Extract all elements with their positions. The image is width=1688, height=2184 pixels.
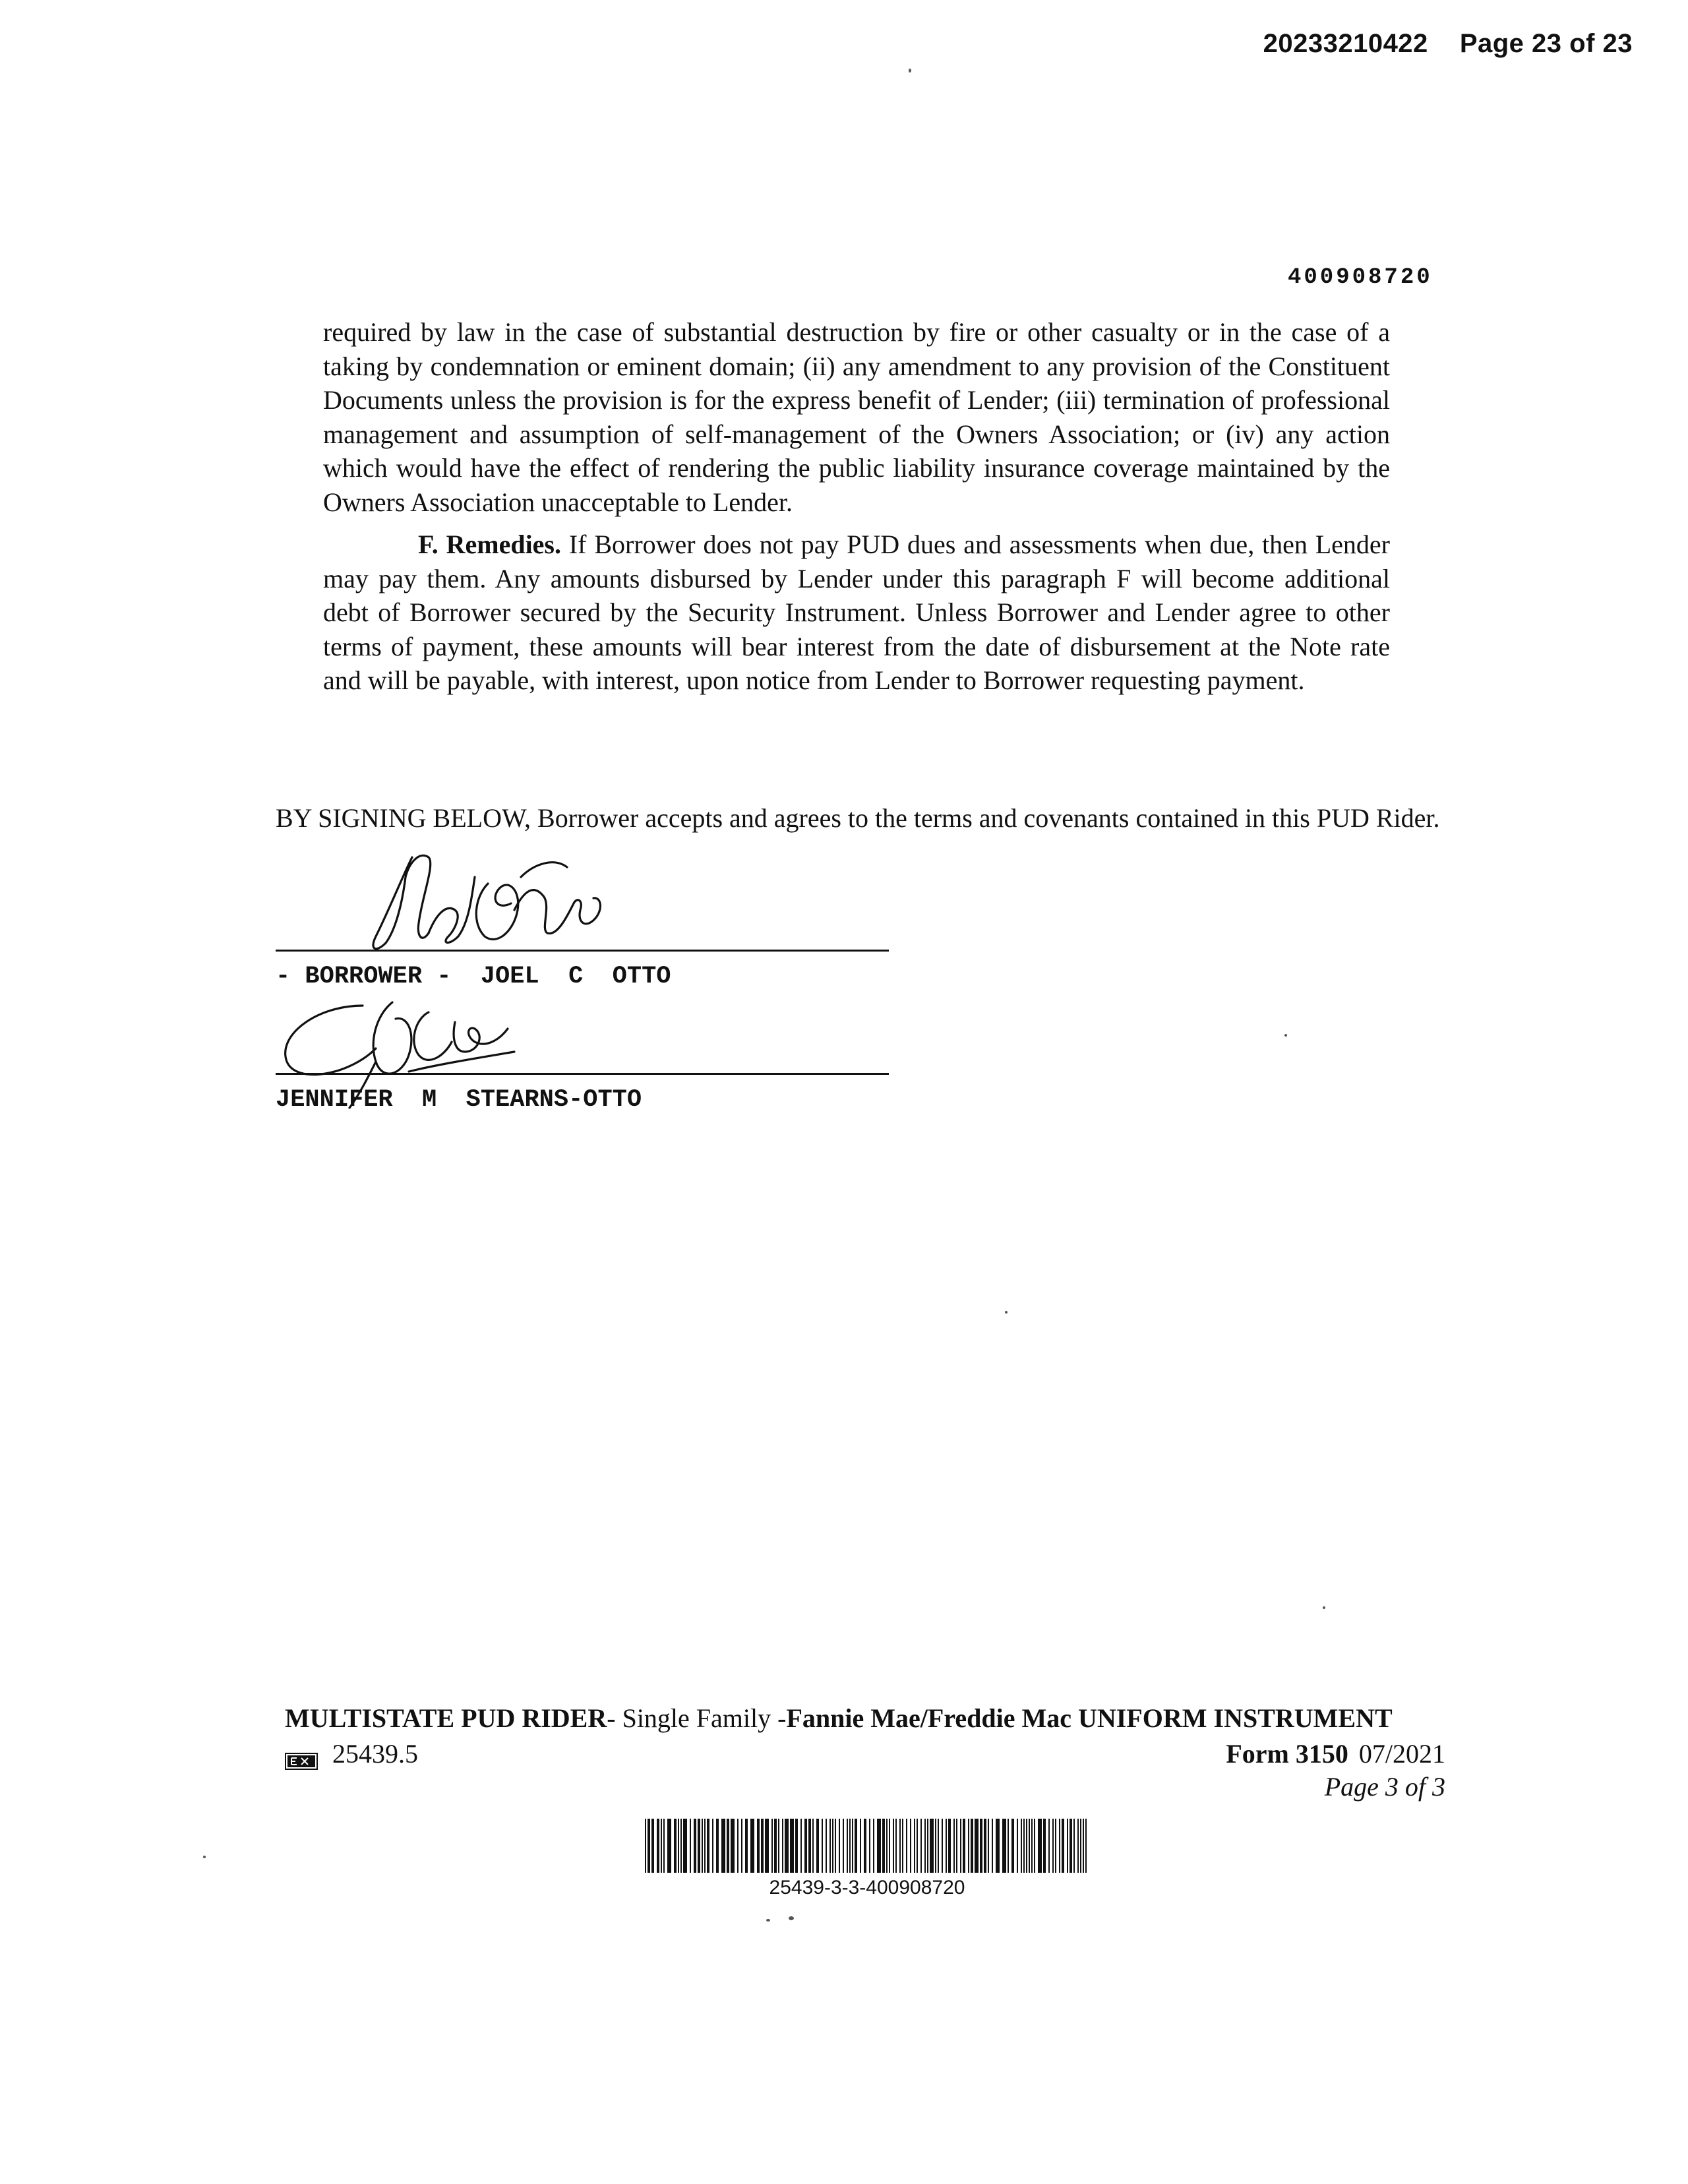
- barcode-bar: [948, 1819, 951, 1873]
- barcode-bar: [826, 1819, 827, 1873]
- barcode-bar: [648, 1819, 650, 1873]
- barcode-bar: [886, 1819, 888, 1873]
- barcode-bar: [694, 1819, 696, 1873]
- barcode-bar: [852, 1819, 853, 1873]
- scan-speck: [203, 1856, 206, 1858]
- barcode-bar: [1070, 1819, 1072, 1873]
- barcode-bar: [860, 1819, 861, 1873]
- signing-statement: BY SIGNING BELOW, Borrower accepts and agrees to the terms and covenants contained in this PUD Rider.: [276, 803, 1440, 833]
- barcode-bar: [914, 1819, 915, 1873]
- barcode-bar: [980, 1819, 982, 1873]
- barcode-bar: [920, 1819, 922, 1873]
- barcode-bar: [707, 1819, 709, 1873]
- barcode-bar: [1048, 1819, 1050, 1873]
- barcode-bar: [1085, 1819, 1087, 1873]
- barcode-bar: [917, 1819, 918, 1873]
- barcode-bar: [761, 1819, 764, 1873]
- barcode-bar: [1055, 1819, 1056, 1873]
- scan-speck: [766, 1919, 770, 1922]
- barcode-bar: [661, 1819, 662, 1873]
- barcode-bar: [1026, 1819, 1027, 1873]
- remedies-text: If Borrower does not pay PUD dues and assessments when due, then Lender may pay them. Any amounts disbursed by Lender under this paragraph F will become additional debt of Borrower secured by the Security Instrument. Unless Borrower and Lender agree to other terms of payment, these amounts will bear interest from the date of disbursement at the Note rate and will be payable, with interest, upon notice from Lender to Borrower requesting payment.: [323, 530, 1391, 695]
- loan-number: 400908720: [1288, 265, 1433, 290]
- barcode-bar: [1031, 1819, 1033, 1873]
- barcode-bar: [778, 1819, 779, 1873]
- barcode-bar: [1052, 1819, 1054, 1873]
- barcode-bar: [893, 1819, 894, 1873]
- barcode-bar: [946, 1819, 947, 1873]
- borrower-name-label: - BORROWER - JOEL C OTTO: [276, 963, 671, 990]
- page-counter: Page 23 of 23: [1459, 29, 1633, 58]
- barcode-bar: [1011, 1819, 1014, 1873]
- barcode-bar: [1008, 1819, 1009, 1873]
- barcode-bar: [651, 1819, 654, 1873]
- recording-number: 20233210422: [1263, 29, 1428, 58]
- barcode-bar: [674, 1819, 677, 1873]
- barcode-bar: [910, 1819, 911, 1873]
- barcode-bar: [716, 1819, 719, 1873]
- form-number: [1226, 1738, 1445, 1769]
- barcode-bar: [712, 1819, 713, 1873]
- barcode-bar: [704, 1819, 706, 1873]
- co-borrower-name-label: JENNIFER M STEARNS-OTTO: [276, 1086, 642, 1114]
- barcode-bar: [895, 1819, 897, 1873]
- barcode-bar: [1077, 1819, 1079, 1873]
- barcode-bar: [741, 1819, 742, 1873]
- barcode-bar: [988, 1819, 989, 1873]
- signature-line-co-borrower: [276, 1073, 889, 1075]
- barcode-bar: [702, 1819, 703, 1873]
- barcode-bar: [812, 1819, 814, 1873]
- scan-speck: [789, 1916, 794, 1920]
- scan-speck: [1284, 1034, 1287, 1037]
- page-header: [1263, 29, 1633, 59]
- barcode-bar: [864, 1819, 866, 1873]
- barcode-bar: [877, 1819, 881, 1873]
- barcode-bar: [790, 1819, 794, 1873]
- barcode-bar: [942, 1819, 943, 1873]
- barcode-bar: [1002, 1819, 1006, 1873]
- barcode-bar: [1083, 1819, 1084, 1873]
- ex-code-row: [285, 1738, 418, 1769]
- barcode-bar: [847, 1819, 848, 1873]
- barcode-bar: [839, 1819, 840, 1873]
- barcode-bar: [956, 1819, 957, 1873]
- scan-speck: [1323, 1606, 1325, 1609]
- barcode-bar: [657, 1819, 659, 1873]
- barcode-bar: [680, 1819, 682, 1873]
- barcode-bar: [843, 1819, 844, 1873]
- barcode-bar: [996, 1819, 1000, 1873]
- barcode: [645, 1819, 1089, 1873]
- barcode-bar: [698, 1819, 700, 1873]
- barcode-bar: [935, 1819, 936, 1873]
- form-page-number: Page 3 of 3: [1324, 1772, 1445, 1802]
- barcode-bar: [889, 1819, 890, 1873]
- barcode-bar: [771, 1819, 773, 1873]
- barcode-bar: [1029, 1819, 1030, 1873]
- barcode-bar: [927, 1819, 928, 1873]
- barcode-bar: [804, 1819, 807, 1873]
- provision-paragraph: required by law in the case of substantial destruction by fire or other casualty or in the case of a taking by condemnation or eminent domain; (ii) any amendment to any provision of the Constituent Documents unless the provision is for the express benefit of Lender; (iii) termination of professional management and assumption of self-management of the Owners Association; or (iv) any action which would have the effect of rendering the public liability insurance coverage maintained by the Owners Association unacceptable to Lender.: [323, 317, 1390, 517]
- remedies-heading: F. Remedies.: [418, 530, 561, 559]
- barcode-bar: [849, 1819, 851, 1873]
- barcode-bar: [1034, 1819, 1035, 1873]
- barcode-bar: [829, 1819, 831, 1873]
- barcode-label: 25439-3-3-400908720: [769, 1877, 965, 1898]
- barcode-bar: [667, 1819, 671, 1873]
- barcode-bar: [992, 1819, 993, 1873]
- form-title-part1: MULTISTATE PUD RIDER: [285, 1703, 607, 1733]
- form-label: Form 3150: [1226, 1739, 1348, 1769]
- barcode-bar: [963, 1819, 965, 1873]
- barcode-bar: [774, 1819, 777, 1873]
- barcode-bar: [816, 1819, 819, 1873]
- barcode-bar: [737, 1819, 738, 1873]
- barcode-bar: [808, 1819, 811, 1873]
- barcode-bar: [832, 1819, 833, 1873]
- barcode-bar: [731, 1819, 735, 1873]
- barcode-bar: [800, 1819, 802, 1873]
- barcode-bar: [906, 1819, 907, 1873]
- scan-speck: [1005, 1311, 1008, 1314]
- barcode-bar: [835, 1819, 836, 1873]
- barcode-bar: [968, 1819, 969, 1873]
- barcode-bar: [899, 1819, 901, 1873]
- signature-joel-otto: [356, 837, 620, 956]
- barcode-bar: [822, 1819, 823, 1873]
- barcode-bar: [975, 1819, 979, 1873]
- barcode-bar: [902, 1819, 903, 1873]
- barcode-bar: [1073, 1819, 1075, 1873]
- barcode-bar: [1043, 1819, 1046, 1873]
- barcode-bar: [727, 1819, 729, 1873]
- barcode-bar: [882, 1819, 885, 1873]
- barcode-bar: [757, 1819, 760, 1873]
- form-title-part2: - Single Family -: [607, 1703, 787, 1733]
- barcode-bar: [1067, 1819, 1068, 1873]
- barcode-bar: [1021, 1819, 1022, 1873]
- barcode-bar: [1062, 1819, 1064, 1873]
- barcode-bar: [953, 1819, 955, 1873]
- barcode-bar: [1059, 1819, 1060, 1873]
- barcode-bar: [1080, 1819, 1081, 1873]
- barcode-bar: [984, 1819, 986, 1873]
- barcode-bar: [782, 1819, 783, 1873]
- barcode-bar: [785, 1819, 789, 1873]
- barcode-bar: [795, 1819, 798, 1873]
- barcode-bar: [721, 1819, 725, 1873]
- barcode-bar: [930, 1819, 934, 1873]
- barcode-bar: [663, 1819, 665, 1873]
- barcode-bar: [645, 1819, 646, 1873]
- barcode-bar: [683, 1819, 687, 1873]
- ex-code: 25439.5: [332, 1739, 418, 1769]
- scan-speck: [909, 69, 911, 73]
- ellie-mae-ex-icon: [285, 1745, 318, 1763]
- form-title-part3: Fannie Mae/Freddie Mac UNIFORM INSTRUMENT: [786, 1703, 1393, 1733]
- form-title: [285, 1703, 1393, 1734]
- barcode-bar: [873, 1819, 874, 1873]
- barcode-bar: [869, 1819, 870, 1873]
- barcode-bar: [745, 1819, 748, 1873]
- signature-line-borrower: [276, 950, 889, 952]
- barcode-bar: [1038, 1819, 1042, 1873]
- remedies-paragraph: [323, 528, 1390, 698]
- barcode-bar: [855, 1819, 857, 1873]
- barcode-bar: [750, 1819, 754, 1873]
- barcode-bar: [690, 1819, 691, 1873]
- form-date: 07/2021: [1358, 1739, 1445, 1769]
- barcode-bar: [924, 1819, 926, 1873]
- barcode-bar: [765, 1819, 769, 1873]
- barcode-bar: [1023, 1819, 1025, 1873]
- barcode-bar: [971, 1819, 973, 1873]
- barcode-bar: [960, 1819, 961, 1873]
- barcode-bar: [1017, 1819, 1018, 1873]
- barcode-bar: [678, 1819, 679, 1873]
- barcode-bar: [938, 1819, 939, 1873]
